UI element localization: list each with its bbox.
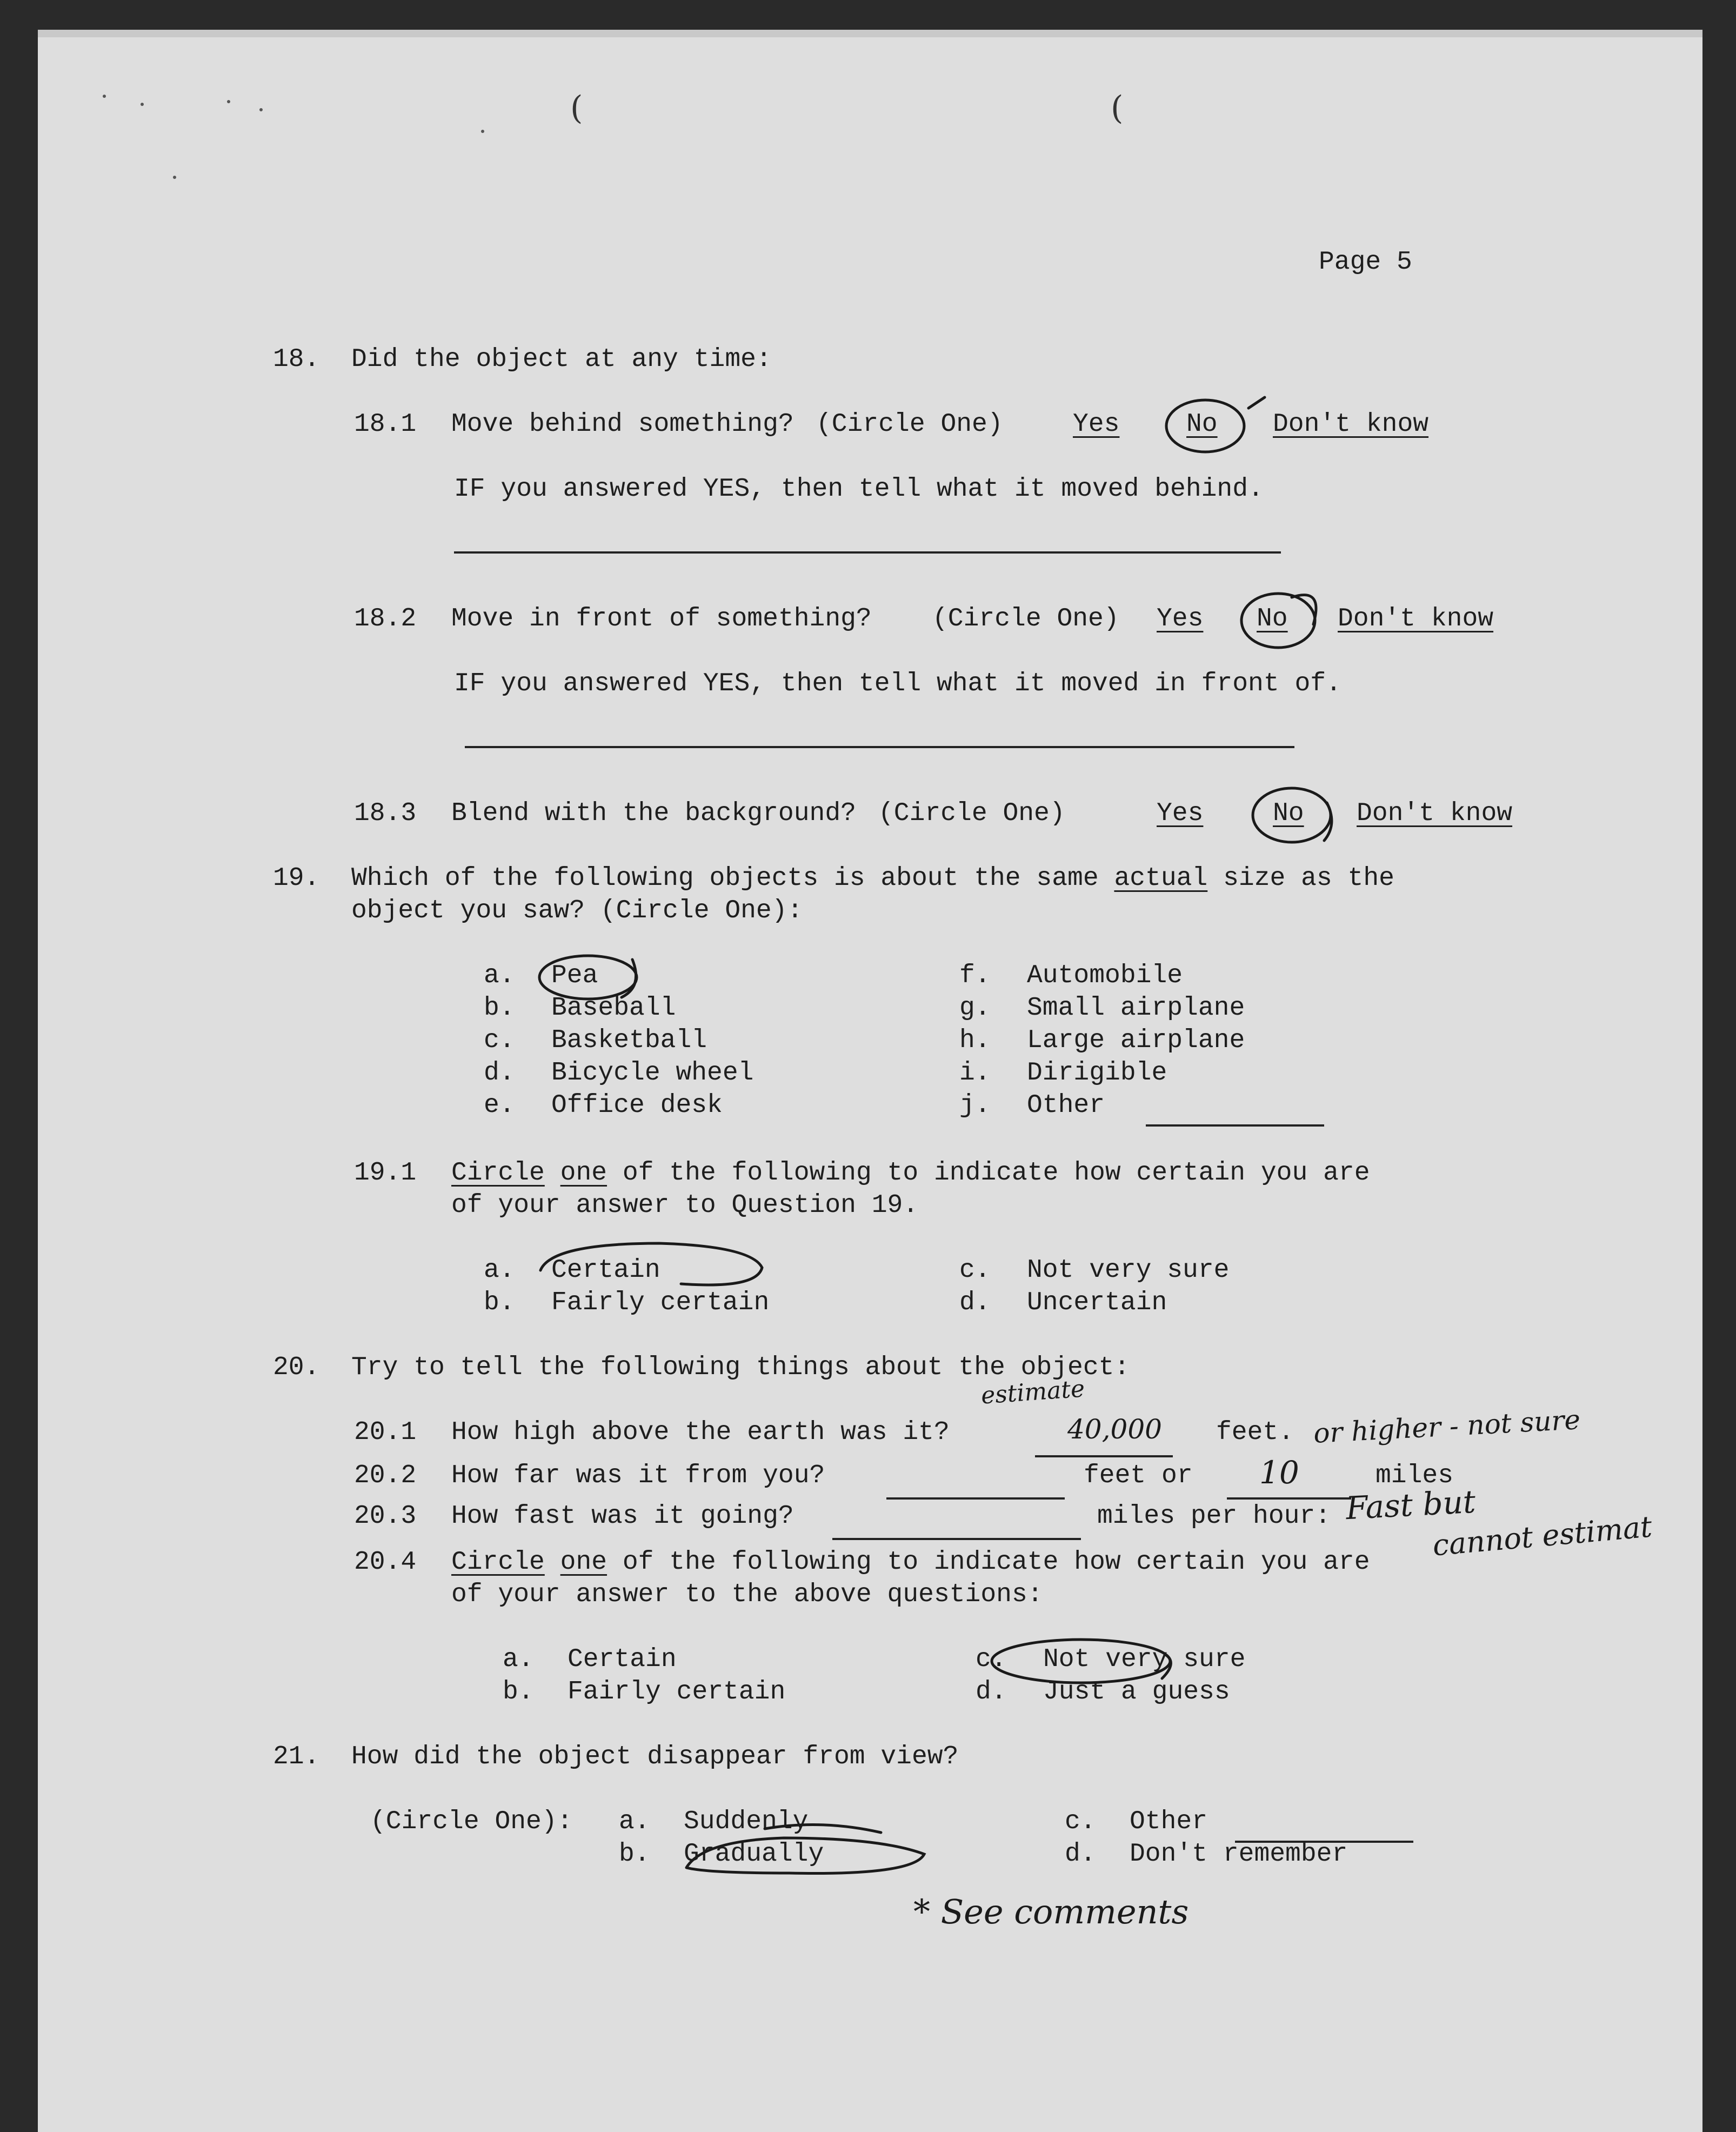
q19-option-b-letter: b. [484, 994, 515, 1023]
scan-mark: ( [1111, 89, 1124, 127]
document-page [38, 30, 1702, 2132]
q19-option-d-letter: d. [484, 1058, 515, 1088]
q20-4-number: 20.4 [354, 1548, 417, 1577]
q18-3-number: 18.3 [354, 799, 417, 828]
q20-2-text: How far was it from you? [451, 1461, 825, 1490]
q20-4-d-letter: d. [976, 1677, 1007, 1707]
q18-1-option-dont-know[interactable]: Don't know [1273, 410, 1429, 439]
q19-option-f-letter: f. [959, 961, 991, 990]
q19-1-d-letter: d. [959, 1288, 991, 1317]
q20-4-option-just-a-guess[interactable]: Just a guess [1043, 1677, 1230, 1707]
q18-number: 18. [273, 345, 320, 374]
circle-18-1-no [1166, 400, 1244, 452]
circle-21-top-arc [765, 1824, 881, 1833]
q20-3-note-line1: Fast but [1345, 1483, 1477, 1527]
q19-option-bicycle-wheel[interactable]: Bicycle wheel [551, 1058, 754, 1088]
q20-4-option-fairly-certain[interactable]: Fairly certain [567, 1677, 786, 1707]
circle-18-3-no [1253, 788, 1331, 842]
q21-circle-instruction: (Circle One): [370, 1807, 573, 1836]
q18-2-option-dont-know[interactable]: Don't know [1338, 604, 1494, 634]
q19-1-line1: Circle one of the following to indicate how certain you are [451, 1158, 1370, 1188]
q18-2-followup: IF you answered YES, then tell what it moved in front of. [454, 669, 1341, 698]
q21-c-letter: c. [1065, 1807, 1096, 1836]
circle-18-2-no [1241, 594, 1315, 648]
q20-3-unit: miles per hour: [1097, 1502, 1331, 1531]
q19-option-j-letter: j. [959, 1091, 991, 1120]
q18-3-text: Blend with the background? [451, 799, 856, 828]
q19-option-small-airplane[interactable]: Small airplane [1027, 994, 1245, 1023]
q20-4-c-letter: c. [976, 1645, 1007, 1674]
circle-20-4-not-very-sure [992, 1640, 1170, 1683]
q19-option-large-airplane[interactable]: Large airplane [1027, 1026, 1245, 1055]
q18-2-number: 18.2 [354, 604, 417, 634]
q19-option-automobile[interactable]: Automobile [1027, 961, 1183, 990]
q21-comment-note: * See comments [913, 1892, 1189, 1931]
q19-1-b-letter: b. [484, 1288, 515, 1317]
q20-3-text: How fast was it going? [451, 1502, 794, 1531]
q20-2-answer-handwritten: 10 [1259, 1454, 1299, 1491]
q19-1-c-letter: c. [959, 1256, 991, 1285]
scan-mark: ( [570, 89, 583, 127]
q18-1-option-no[interactable]: No [1186, 410, 1218, 439]
q20-number: 20. [273, 1353, 320, 1382]
q19-1-option-fairly-certain[interactable]: Fairly certain [551, 1288, 770, 1317]
q19-option-baseball[interactable]: Baseball [551, 994, 676, 1023]
q20-2-unit-feet: feet or [1084, 1461, 1193, 1490]
q20-3-note-line2: cannot estimat [1431, 1509, 1654, 1563]
q20-1-answer-handwritten: 40,000 [1067, 1414, 1162, 1445]
q19-line1: Which of the following objects is about the same actual size as the [351, 864, 1394, 893]
q19-1-option-uncertain[interactable]: Uncertain [1027, 1288, 1167, 1317]
q20-1-note-estimate: estimate [980, 1375, 1086, 1410]
q21-text: How did the object disappear from view? [351, 1742, 959, 1771]
q18-1-number: 18.1 [354, 410, 417, 439]
q18-2-circle-instruction: (Circle One) [932, 604, 1119, 634]
q20-1-number: 20.1 [354, 1418, 417, 1447]
q18-1-followup: IF you answered YES, then tell what it moved behind. [454, 475, 1264, 504]
circle-18-1-no-tail [1248, 397, 1265, 408]
q18-1-text: Move behind something? [451, 410, 794, 439]
q20-2-number: 20.2 [354, 1461, 417, 1490]
q19-1-option-certain[interactable]: Certain [551, 1256, 660, 1285]
q18-3-option-yes[interactable]: Yes [1157, 799, 1204, 828]
q19-option-h-letter: h. [959, 1026, 991, 1055]
q19-1-a-letter: a. [484, 1256, 515, 1285]
q18-2-option-yes[interactable]: Yes [1157, 604, 1204, 634]
q20-1-unit: feet. [1216, 1418, 1294, 1447]
q21-option-other[interactable]: Other [1130, 1807, 1208, 1836]
q20-1-note-handwritten: or higher - not sure [1312, 1404, 1581, 1449]
q18-3-option-no[interactable]: No [1273, 799, 1304, 828]
q19-1-number: 19.1 [354, 1158, 417, 1188]
q21-b-letter: b. [619, 1840, 650, 1869]
q21-d-letter: d. [1065, 1840, 1096, 1869]
q19-number: 19. [273, 864, 320, 893]
q20-4-option-certain[interactable]: Certain [567, 1645, 677, 1674]
q20-4-a-letter: a. [503, 1645, 534, 1674]
q21-option-dont-remember[interactable]: Don't remember [1130, 1840, 1348, 1869]
q19-option-office-desk[interactable]: Office desk [551, 1091, 723, 1120]
circle-19-pea [539, 956, 637, 999]
q18-2-option-no[interactable]: No [1257, 604, 1288, 634]
page-number: Page 5 [1319, 248, 1412, 277]
q19-option-e-letter: e. [484, 1091, 515, 1120]
q19-option-pea[interactable]: Pea [551, 961, 598, 990]
q18-3-option-dont-know[interactable]: Don't know [1357, 799, 1513, 828]
q21-option-suddenly[interactable]: Suddenly [684, 1807, 809, 1836]
q19-option-i-letter: i. [959, 1058, 991, 1088]
q18-1-circle-instruction: (Circle One) [816, 410, 1003, 439]
q20-text: Try to tell the following things about the object: [351, 1353, 1130, 1382]
q19-option-other[interactable]: Other [1027, 1091, 1105, 1120]
q19-option-dirigible[interactable]: Dirigible [1027, 1058, 1167, 1088]
q18-text: Did the object at any time: [351, 345, 772, 374]
q20-4-line1: Circle one of the following to indicate how certain you are [451, 1548, 1370, 1577]
q19-option-basketball[interactable]: Basketball [551, 1026, 707, 1055]
q19-1-option-not-very-sure[interactable]: Not very sure [1027, 1256, 1230, 1285]
circle-18-3-no-tail [1324, 803, 1332, 841]
q20-4-b-letter: b. [503, 1677, 534, 1707]
q18-2-text: Move in front of something? [451, 604, 872, 634]
q19-option-c-letter: c. [484, 1026, 515, 1055]
q18-3-circle-instruction: (Circle One) [878, 799, 1065, 828]
q20-4-option-not-very-sure[interactable]: Not very sure [1043, 1645, 1246, 1674]
q20-4-line2: of your answer to the above questions: [451, 1580, 1043, 1609]
q19-option-g-letter: g. [959, 994, 991, 1023]
q19-line2: object you saw? (Circle One): [351, 896, 803, 925]
q21-a-letter: a. [619, 1807, 650, 1836]
q18-1-option-yes[interactable]: Yes [1073, 410, 1120, 439]
q21-number: 21. [273, 1742, 320, 1771]
handwritten-answer-circles [38, 30, 1702, 2132]
q20-2-unit-miles: miles [1376, 1461, 1454, 1490]
q20-3-number: 20.3 [354, 1502, 417, 1531]
circle-21-gradually [686, 1838, 924, 1874]
q19-1-line2: of your answer to Question 19. [451, 1191, 919, 1220]
circle-19-1-certain [540, 1243, 762, 1285]
q21-option-gradually[interactable]: Gradually [684, 1840, 824, 1869]
q19-option-a-letter: a. [484, 961, 515, 990]
q20-1-text: How high above the earth was it? [451, 1418, 950, 1447]
